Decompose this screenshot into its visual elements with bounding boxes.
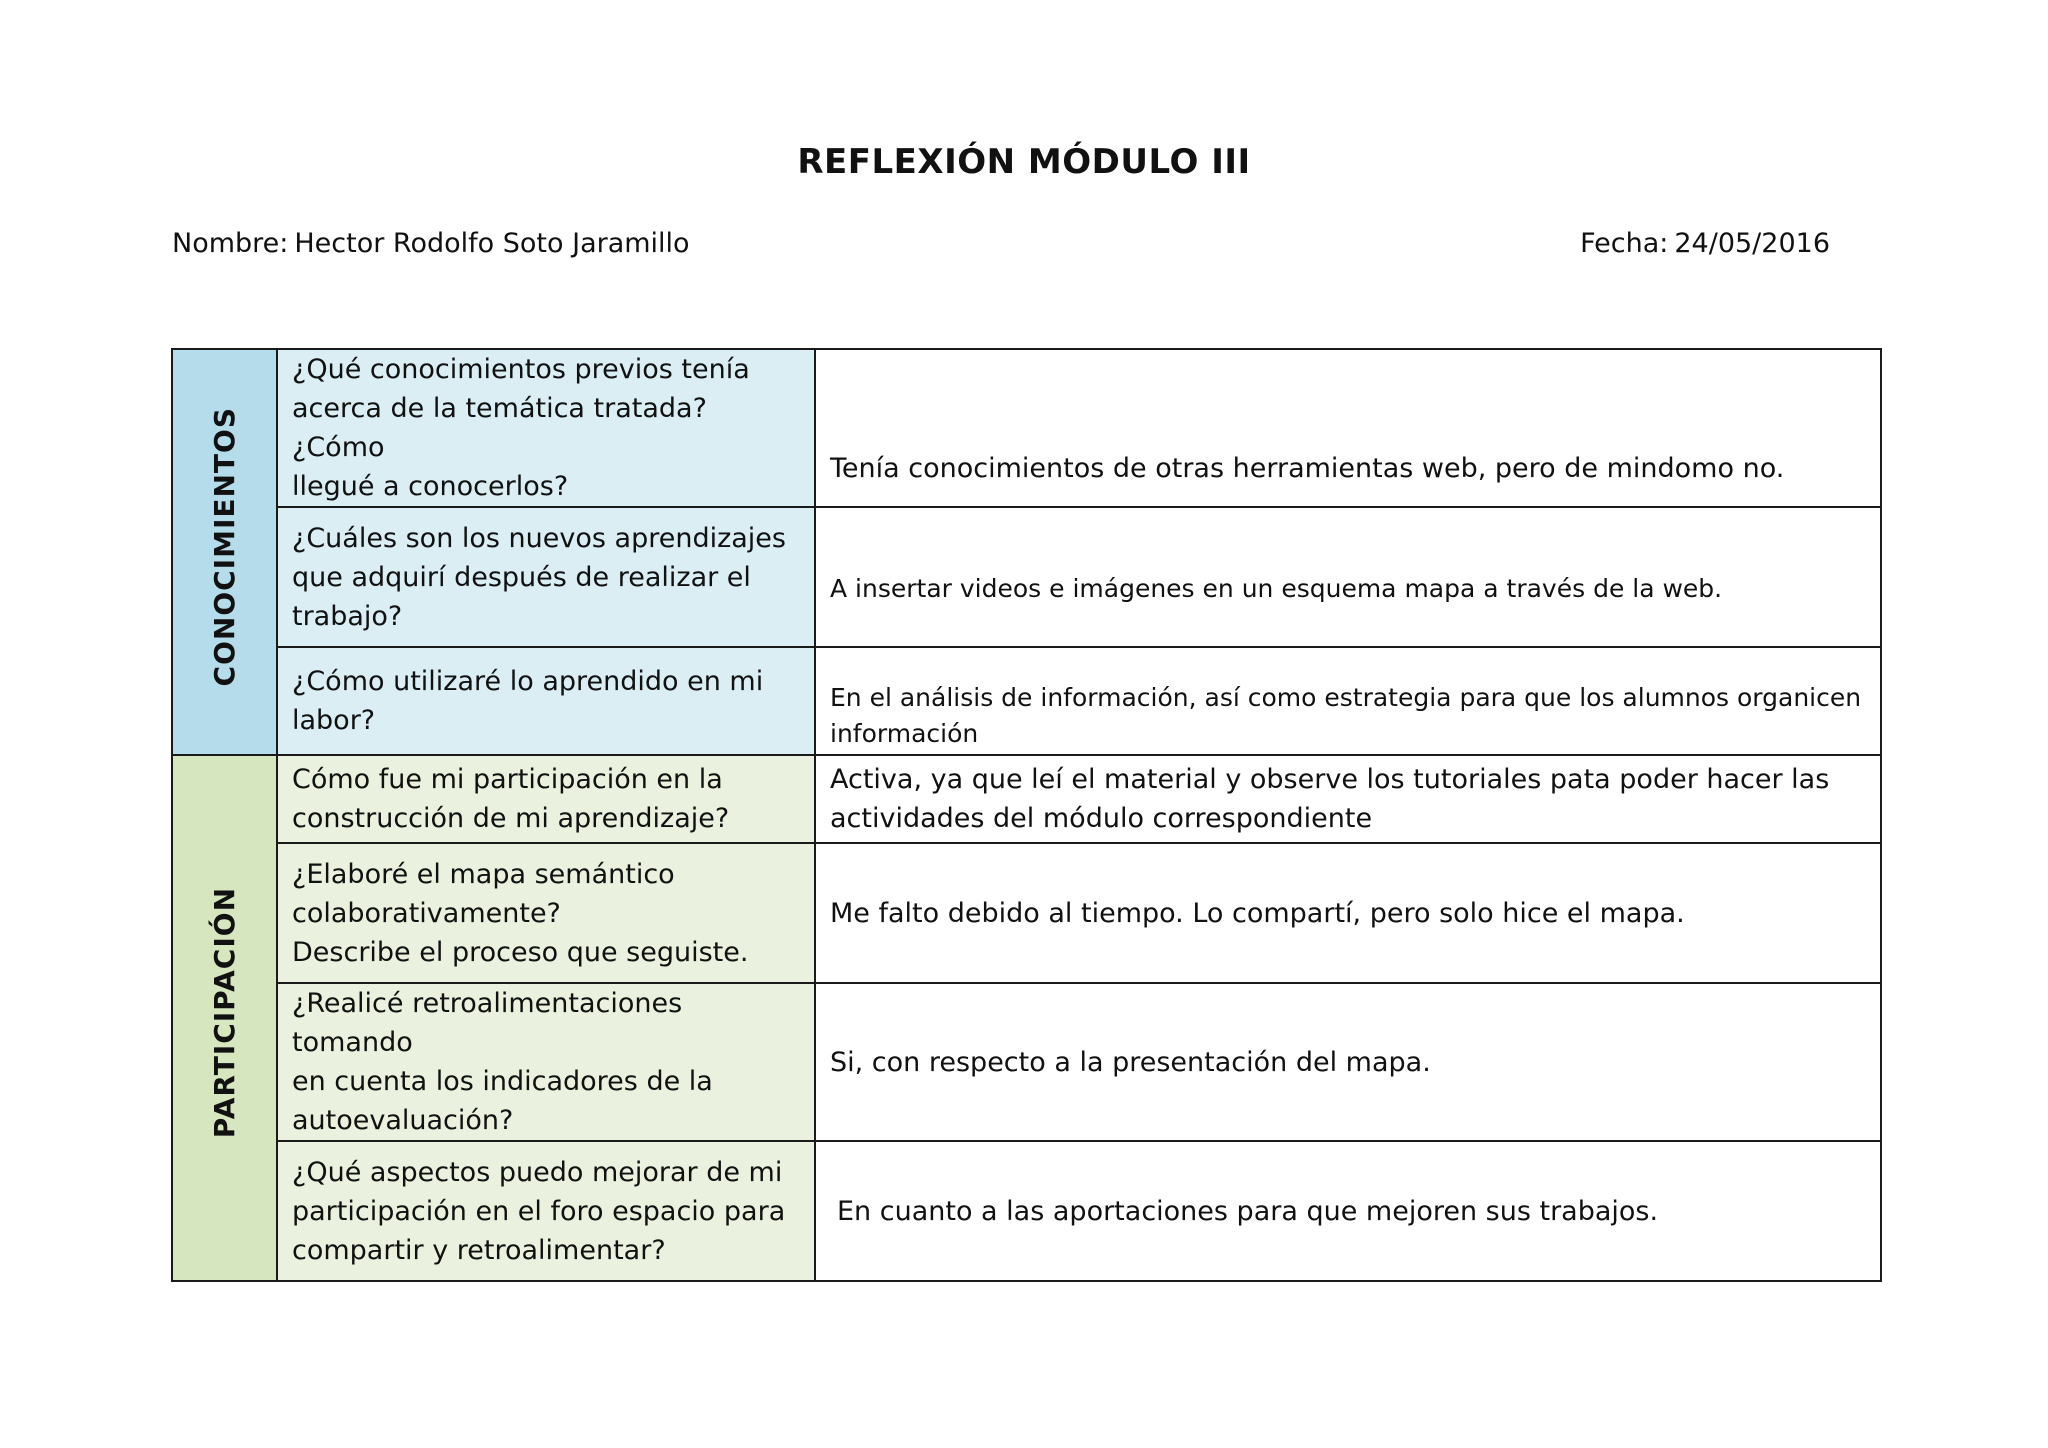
date-label: Fecha: — [1580, 228, 1669, 259]
document-meta — [172, 228, 1830, 259]
question-text: ¿Realicé retroalimentaciones tomando en cuenta los indicadores de la autoevaluación? — [292, 988, 713, 1136]
answer-cell — [815, 647, 1881, 755]
date-field — [1580, 228, 1830, 259]
question-cell — [277, 349, 815, 507]
table-row — [172, 755, 1881, 843]
date-value: 24/05/2016 — [1674, 228, 1830, 259]
answer-cell — [815, 507, 1881, 647]
answer-text: Si, con respecto a la presentación del mapa. — [830, 1046, 1431, 1078]
question-cell — [277, 647, 815, 755]
section-header-participacion — [172, 755, 277, 1281]
name-value: Hector Rodolfo Soto Jaramillo — [294, 228, 690, 259]
question-text: ¿Elaboré el mapa semántico colaborativamente? Describe el proceso que seguiste. — [292, 858, 749, 968]
question-text: ¿Qué aspectos puedo mejorar de mi participación en el foro espacio para compartir y retroalimentar? — [292, 1156, 786, 1266]
answer-text: En el análisis de información, así como estrategia para que los alumnos organicen información — [830, 683, 1862, 748]
answer-cell — [815, 983, 1881, 1141]
table-row — [172, 983, 1881, 1141]
name-label: Nombre: — [172, 228, 289, 259]
reflection-table — [171, 348, 1882, 1282]
page-title: REFLEXIÓN MÓDULO III — [797, 142, 1251, 182]
answer-cell — [815, 349, 1881, 507]
table-row — [172, 843, 1881, 983]
answer-cell — [815, 843, 1881, 983]
section-label-conocimientos: CONOCIMIENTOS — [208, 406, 241, 687]
question-cell — [277, 843, 815, 983]
section-header-conocimientos — [172, 349, 277, 755]
answer-cell — [815, 1141, 1881, 1281]
table-row — [172, 349, 1881, 507]
name-field — [172, 228, 690, 259]
answer-text: Tenía conocimientos de otras herramientas web, pero de mindomo no. — [830, 453, 1785, 484]
answer-text: Me falto debido al tiempo. Lo compartí, pero solo hice el mapa. — [830, 897, 1685, 929]
question-cell — [277, 507, 815, 647]
question-text: ¿Cuáles son los nuevos aprendizajes que adquirí después de realizar el trabajo? — [292, 522, 786, 632]
table-row — [172, 1141, 1881, 1281]
question-text: ¿Qué conocimientos previos tenía acerca de la temática tratada? ¿Cómo llegué a conocerlos? — [292, 354, 750, 502]
answer-text: A insertar videos e imágenes en un esquema mapa a través de la web. — [830, 574, 1723, 603]
question-cell — [277, 1141, 815, 1281]
section-label-participacion: PARTICIPACIÓN — [208, 886, 241, 1139]
question-cell — [277, 755, 815, 843]
answer-text: En cuanto a las aportaciones para que mejoren sus trabajos. — [837, 1195, 1659, 1227]
question-text: ¿Cómo utilizaré lo aprendido en mi labor? — [292, 666, 764, 736]
answer-text: Activa, ya que leí el material y observe los tutoriales pata poder hacer las actividades del módulo correspondiente — [830, 764, 1830, 834]
question-cell — [277, 983, 815, 1141]
table-row — [172, 507, 1881, 647]
table-row — [172, 647, 1881, 755]
question-text: Cómo fue mi participación en la construcción de mi aprendizaje? — [292, 764, 730, 834]
answer-cell — [815, 755, 1881, 843]
